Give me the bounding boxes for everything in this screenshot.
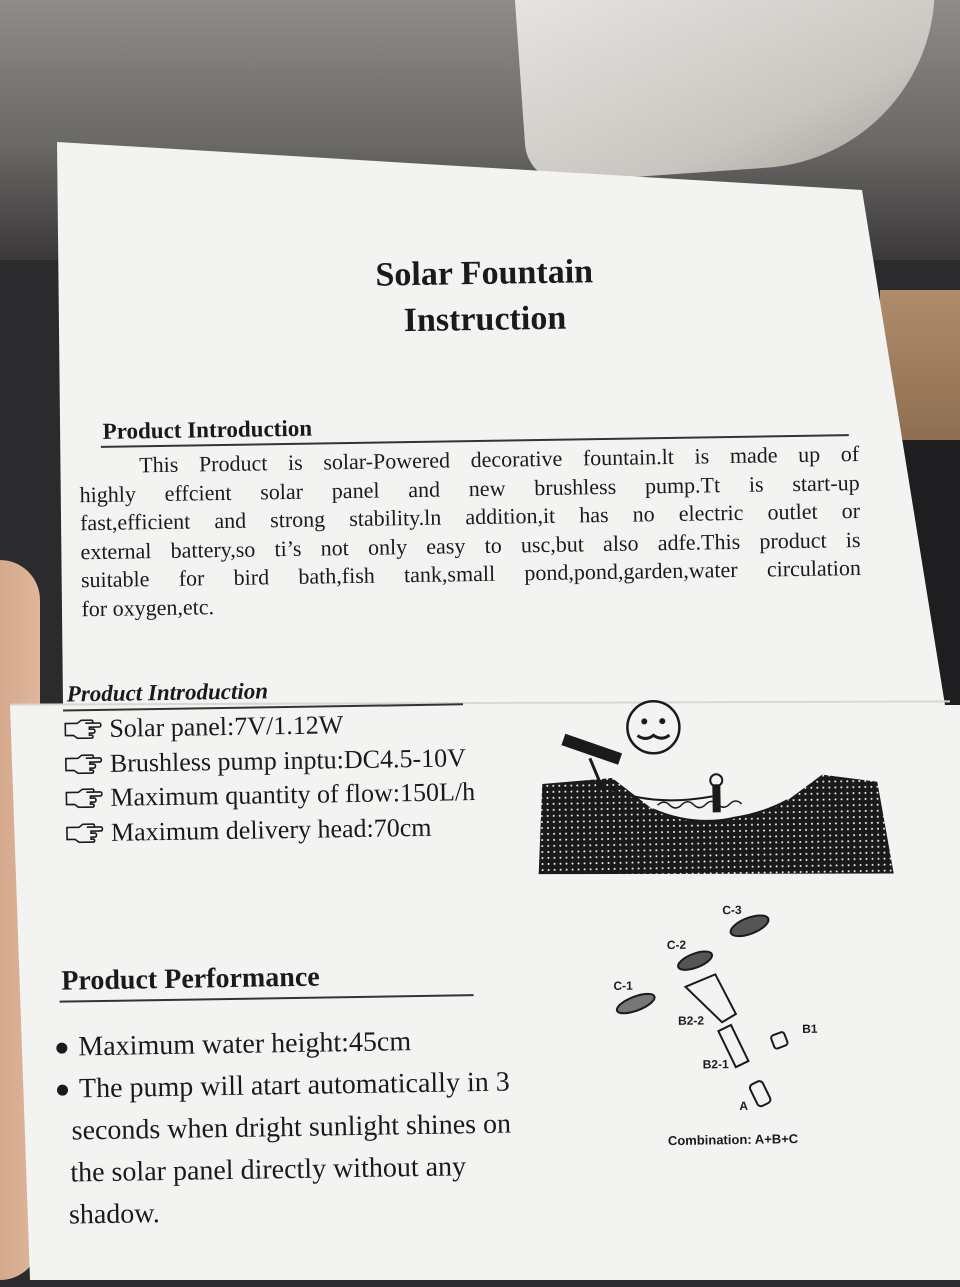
part-label-a: A xyxy=(739,1098,749,1113)
performance-item xyxy=(57,1061,580,1237)
part-label-b1: B1 xyxy=(802,1021,818,1036)
pointing-hand-icon xyxy=(63,719,105,740)
pointing-hand-icon xyxy=(64,788,106,809)
part-label-b21: B2-1 xyxy=(702,1057,729,1072)
part-label-b22: B2-2 xyxy=(677,1013,705,1028)
performance-item-line: seconds when dright sunlight shines on xyxy=(71,1108,512,1147)
sun-face xyxy=(627,701,680,754)
intro-paragraph xyxy=(79,440,862,623)
combination-label: Combination: A+B+C xyxy=(667,1131,799,1149)
spec-item xyxy=(65,810,476,851)
intro-heading: Product Introduction xyxy=(102,415,313,444)
part-label-c2: C-2 xyxy=(666,937,687,953)
performance-item-text: Maximum water height:45cm xyxy=(78,1026,412,1063)
adapter-b1 xyxy=(770,1031,788,1049)
specs-heading: Product Introduction xyxy=(66,678,269,707)
performance-item-line: shadow. xyxy=(68,1198,160,1231)
intro-line: This Product is solar-Powered decorative fountain.lt is made up of xyxy=(139,441,860,478)
performance-item-line: the solar panel directly without any xyxy=(70,1151,467,1189)
pointing-hand-icon xyxy=(65,823,107,844)
parts-diagram xyxy=(604,894,838,1158)
spec-item-text: Solar panel:7V/1.12W xyxy=(109,710,344,743)
spec-item-text: Maximum delivery head:70cm xyxy=(110,812,432,847)
spec-list xyxy=(63,706,476,850)
title-line-2: Instruction xyxy=(403,299,567,340)
connector-a xyxy=(749,1080,772,1108)
pointing-hand-icon xyxy=(64,754,106,775)
performance-heading: Product Performance xyxy=(61,961,320,997)
part-label-c1: C-1 xyxy=(613,978,633,993)
intro-line: suitable for bird bath,fish tank,small pond,pond,garden,water circulation xyxy=(80,555,862,593)
intro-line: for oxygen,etc. xyxy=(81,593,215,621)
fountain-illustration xyxy=(531,693,904,884)
spec-item-text: Brushless pump inptu:DC4.5-10V xyxy=(109,742,467,778)
spec-item-text: Maximum quantity of flow:150L/h xyxy=(110,777,476,812)
performance-item-line: The pump will atart automatically in 3 xyxy=(78,1066,510,1105)
title-line-1: Solar Fountain xyxy=(375,253,594,294)
bullet-dot xyxy=(57,1085,68,1096)
intro-line: highly effcient solar panel and new brushless pump.Tt is start-up xyxy=(79,469,860,507)
intro-line: fast,efficient and strong stability.ln addition,it has no electric outlet or xyxy=(79,498,861,536)
performance-list xyxy=(56,1019,579,1237)
pump-nozzle xyxy=(712,784,720,812)
nozzle-c1 xyxy=(615,990,657,1017)
part-label-c3: C-3 xyxy=(722,902,742,918)
intro-line: external battery,so ti’s not only easy to usc,but also adfe.This product is xyxy=(80,526,861,564)
bullet-dot xyxy=(56,1043,67,1054)
